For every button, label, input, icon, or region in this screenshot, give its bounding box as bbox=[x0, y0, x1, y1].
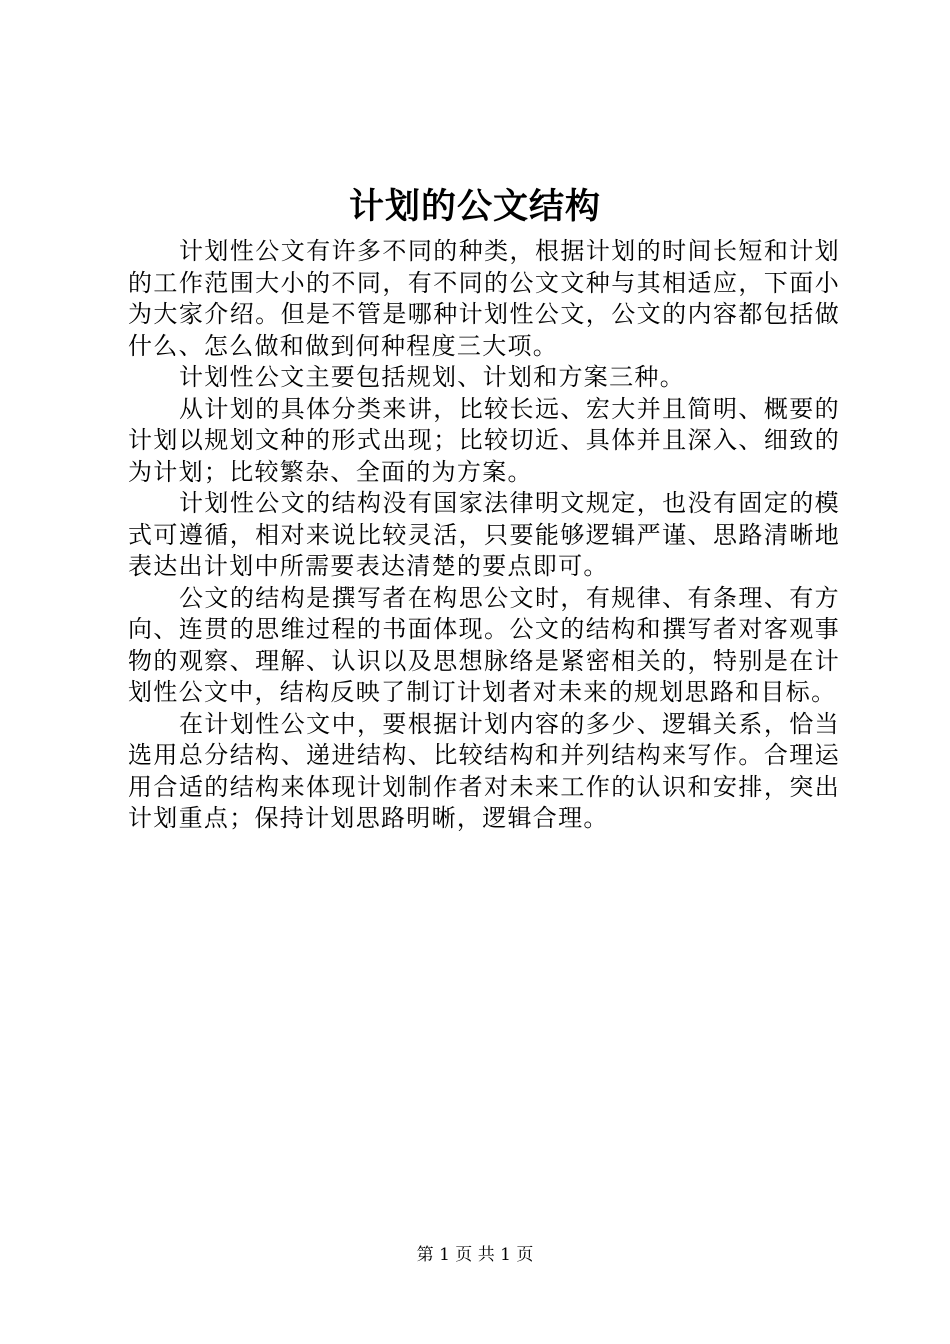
paragraph: 公文的结构是撰写者在构思公文时，有规律、有条理、有方向、连贯的思维过程的书面体现。公文的结构和撰写者对客观事物的观察、理解、认识以及思想脉络是紧密相关的，特别是在计划性公文中，结构反映了制订计划者对未来的规划思路和目标。 bbox=[128, 583, 840, 706]
paragraph: 在计划性公文中，要根据计划内容的多少、逻辑关系，恰当选用总分结构、递进结构、比较结构和并列结构来写作。合理运用合适的结构来体现计划制作者对未来工作的认识和安排，突出计划重点；保持计划思路明晰，逻辑合理。 bbox=[128, 709, 840, 832]
paragraph: 计划性公文有许多不同的种类，根据计划的时间长短和计划的工作范围大小的不同，有不同的公文文种与其相适应，下面小为大家介绍。但是不管是哪种计划性公文，公文的内容都包括做什么、怎么做和做到何种程度三大项。 bbox=[128, 237, 840, 360]
paragraph: 从计划的具体分类来讲，比较长远、宏大并且简明、概要的计划以规划文种的形式出现；比较切近、具体并且深入、细致的为计划；比较繁杂、全面的为方案。 bbox=[128, 394, 840, 486]
document-title: 计划的公文结构 bbox=[348, 187, 601, 227]
paragraph: 计划性公文的结构没有国家法律明文规定，也没有固定的模式可遵循，相对来说比较灵活，只要能够逻辑严谨、思路清晰地表达出计划中所需要表达清楚的要点即可。 bbox=[128, 489, 840, 580]
document-body bbox=[128, 236, 840, 835]
paragraph: 计划性公文主要包括规划、计划和方案三种。 bbox=[179, 363, 685, 391]
page-footer: 第 1 页 共 1 页 bbox=[416, 1245, 534, 1265]
